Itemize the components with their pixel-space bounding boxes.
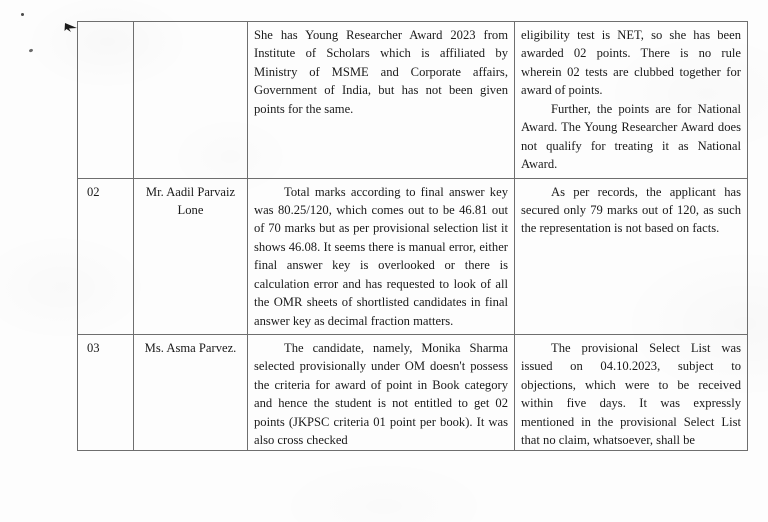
representation-paragraph: She has Young Researcher Award 2023 from Institute of Scholars which is affiliated by Ministry of MSME and Corporate affairs, Government of India, but has not been given points for the same.	[254, 28, 508, 116]
reply-paragraph: eligibility test is NET, so she has been awarded 02 points. There is no rule wherein 02 tests are clubbed together for award of points.	[521, 28, 741, 98]
ink-dot-icon	[21, 13, 24, 16]
reply-paragraph: As per records, the applicant has secured only 79 marks out of 120, as such the representation is not based on facts.	[521, 184, 741, 236]
cell-representation	[248, 178, 515, 335]
cell-serial-number: 03	[78, 335, 134, 451]
representation-paragraph: Total marks according to final answer key was 80.25/120, which comes out to be 46.81 out of 70 marks but as per provisional selection list it shows 46.08. It seems there is manual error, either final answer key is overlooked or there is calculation error and has requested to look of all the OMR sheets of shortlisted candidates in final answer key as decimal fraction matters.	[254, 184, 508, 328]
cell-representation	[248, 335, 515, 451]
table-row	[78, 335, 748, 451]
cell-applicant-name: Ms. Asma Parvez.	[134, 335, 248, 451]
table-row	[78, 22, 748, 179]
cell-applicant-name	[134, 22, 248, 179]
reply-paragraph: Further, the points are for National Award. The Young Researcher Award does not qualify for treating it as National Award.	[521, 101, 741, 172]
cell-representation	[248, 22, 515, 179]
cell-serial-number: 02	[78, 178, 134, 335]
arrow-mark-icon	[64, 20, 78, 31]
representations-table	[77, 21, 748, 451]
representation-paragraph: The candidate, namely, Monika Sharma selected provisionally under OM doesn't possess the criteria for award of point in Book category and hence the student is not entitled to get 02 points (JKPSC criteria 01 point per book). It was also cross checked	[254, 341, 508, 448]
cell-reply	[515, 335, 748, 451]
table-row	[78, 178, 748, 335]
cell-reply	[515, 178, 748, 335]
cell-serial-number	[78, 22, 134, 179]
cell-applicant-name: Mr. Aadil Parvaiz Lone	[134, 178, 248, 335]
cell-reply	[515, 22, 748, 179]
ink-dot-icon	[29, 48, 34, 52]
reply-paragraph: The provisional Select List was issued on 04.10.2023, subject to objections, which were to be received within five days. It was expressly mentioned in the provisional Select List that no claim, whatsoever, shall be	[521, 341, 741, 448]
